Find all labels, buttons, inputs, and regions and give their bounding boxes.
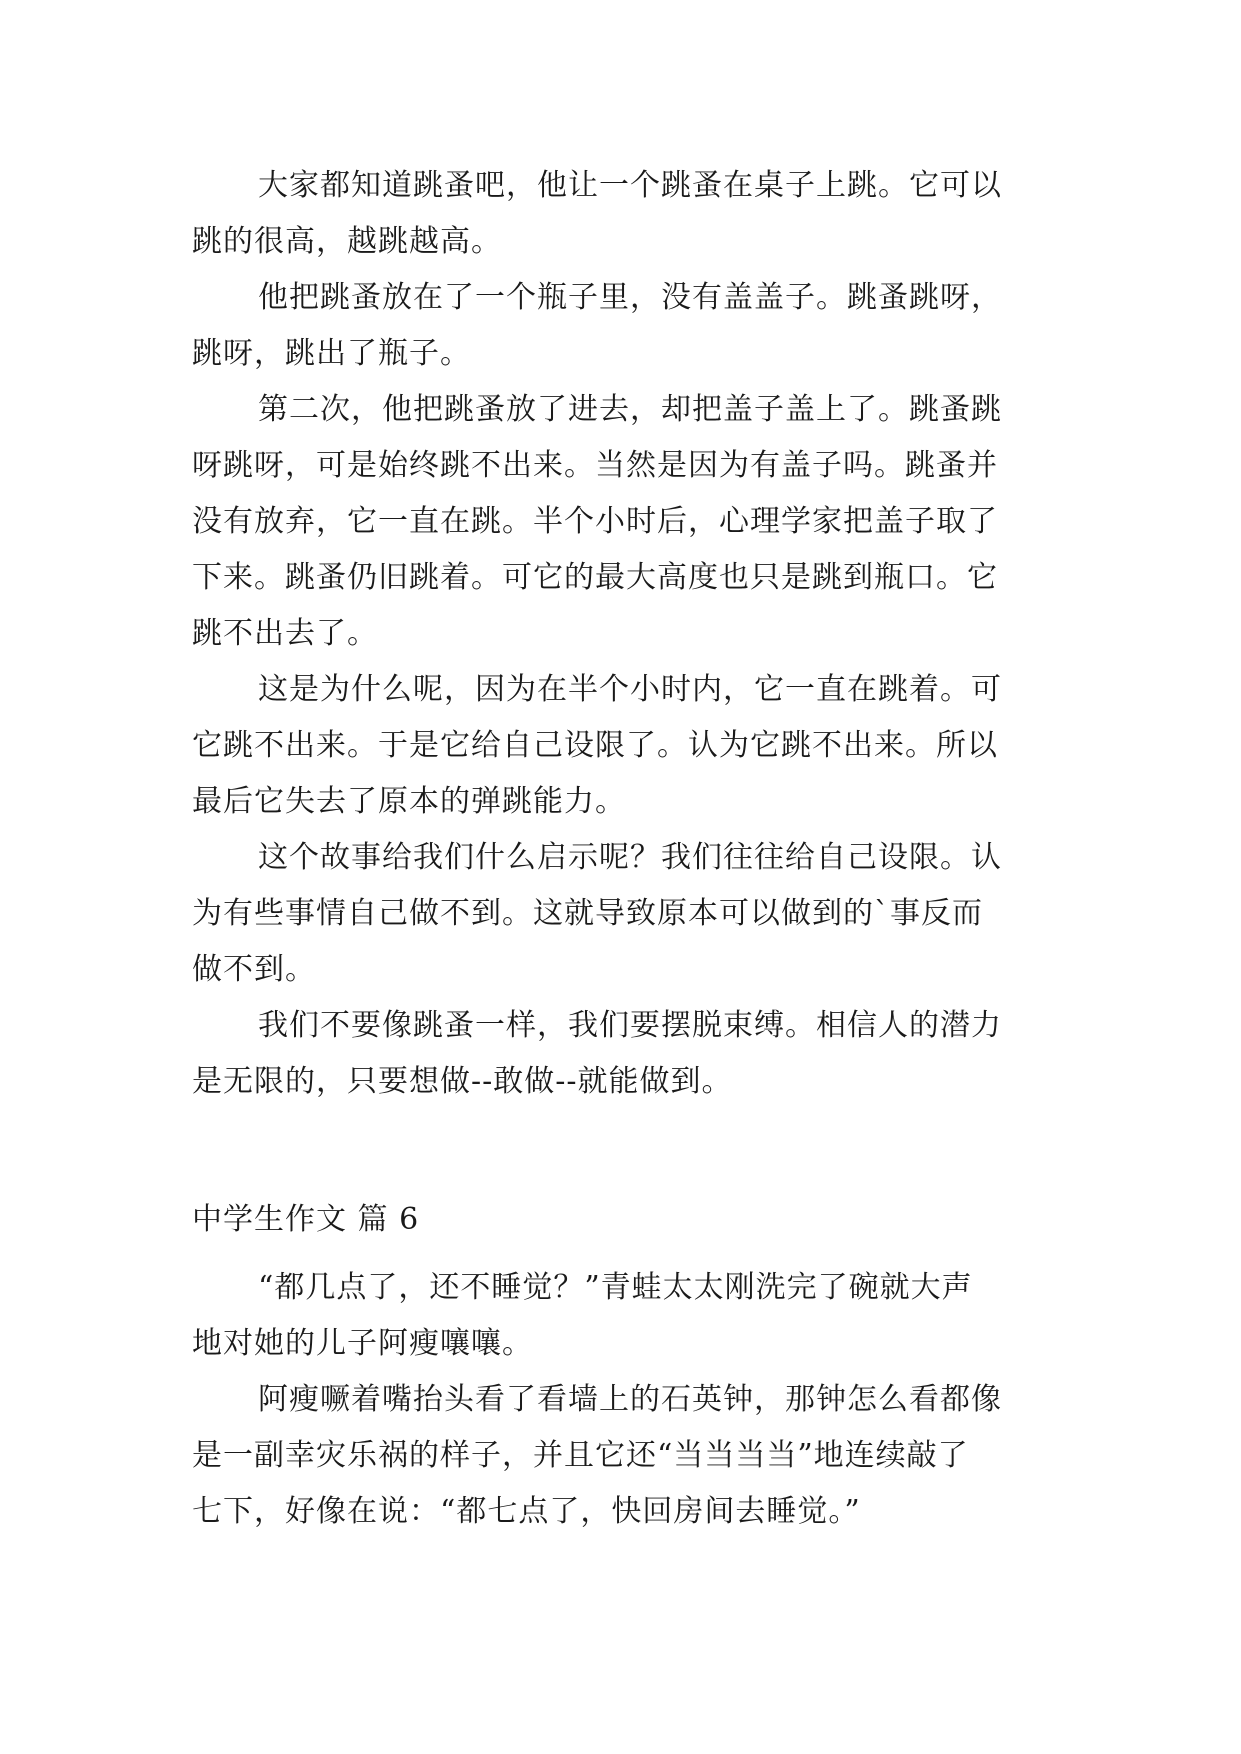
paragraph-2-line-2: 跳呀，跳出了瓶子。 <box>192 336 471 371</box>
paragraph-3-line-3: 没有放弃，它一直在跳。半个小时后，心理学家把盖子取了 <box>192 504 998 539</box>
paragraph-1-line-2: 跳的很高，越跳越高。 <box>192 224 502 259</box>
paragraph-4-line-3: 最后它失去了原本的弹跳能力。 <box>192 784 626 819</box>
paragraph-6-line-2: 是无限的，只要想做--敢做--就能做到。 <box>192 1064 733 1099</box>
paragraph-1-line-1: 大家都知道跳蚤吧，他让一个跳蚤在桌子上跳。它可以 <box>258 168 1002 203</box>
paragraph-2-line-1: 他把跳蚤放在了一个瓶子里，没有盖盖子。跳蚤跳呀， <box>258 280 1002 315</box>
paragraph-5-line-3: 做不到。 <box>192 952 316 987</box>
section-paragraph-1-line-1: “都几点了，还不睡觉？”青蛙太太刚洗完了碗就大声 <box>258 1270 973 1305</box>
paragraph-3-line-1: 第二次，他把跳蚤放了进去，却把盖子盖上了。跳蚤跳 <box>258 392 1002 427</box>
paragraph-4-line-2: 它跳不出来。于是它给自己设限了。认为它跳不出来。所以 <box>192 728 998 763</box>
paragraph-5-line-2: 为有些事情自己做不到。这就导致原本可以做到的`事反而 <box>192 896 983 931</box>
paragraph-3-line-2: 呀跳呀，可是始终跳不出来。当然是因为有盖子吗。跳蚤并 <box>192 448 998 483</box>
section-paragraph-2-line-3: 七下，好像在说：“都七点了，快回房间去睡觉。” <box>192 1494 861 1529</box>
section-paragraph-2-line-2: 是一副幸灾乐祸的样子，并且它还“当当当当”地连续敲了 <box>192 1438 969 1473</box>
section-paragraph-1-line-2: 地对她的儿子阿瘦嚷嚷。 <box>192 1326 533 1361</box>
paragraph-6-line-1: 我们不要像跳蚤一样，我们要摆脱束缚。相信人的潜力 <box>258 1008 1002 1043</box>
paragraph-4-line-1: 这是为什么呢，因为在半个小时内，它一直在跳着。可 <box>258 672 1002 707</box>
paragraph-3-line-4: 下来。跳蚤仍旧跳着。可它的最大高度也只是跳到瓶口。它 <box>192 560 998 595</box>
section-paragraph-2-line-1: 阿瘦噘着嘴抬头看了看墙上的石英钟，那钟怎么看都像 <box>258 1382 1002 1417</box>
section-heading: 中学生作文 篇 6 <box>192 1202 420 1237</box>
paragraph-5-line-1: 这个故事给我们什么启示呢？我们往往给自己设限。认 <box>258 840 1002 875</box>
paragraph-3-line-5: 跳不出去了。 <box>192 616 378 651</box>
